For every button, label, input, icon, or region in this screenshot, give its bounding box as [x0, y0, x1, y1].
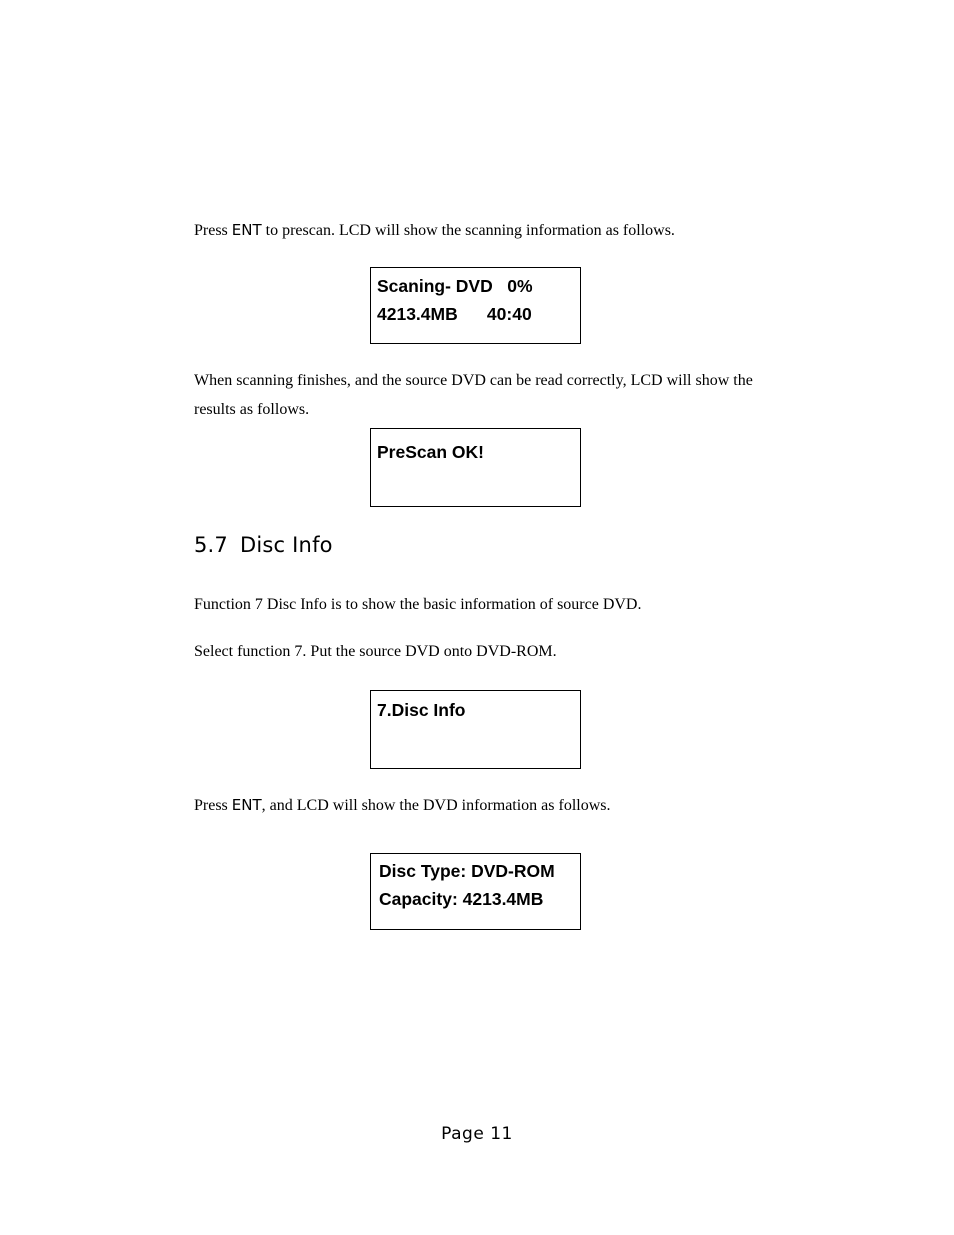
prescan-instruction [194, 216, 774, 245]
section-title: Disc Info [240, 533, 333, 557]
ent-key-label: ENT [231, 221, 262, 239]
text-segment: Press [194, 797, 232, 814]
lcd-disc-info-menu-display [370, 690, 581, 769]
lcd-line-2: 4213.4MB 40:40 [377, 304, 532, 324]
text-segment: , and LCD will show the DVD information as follows. [261, 797, 611, 814]
section-number: 5.7 [194, 533, 228, 557]
scan-finish-paragraph: When scanning finishes, and the source DVD can be read correctly, LCD will show the results as follows. [194, 372, 753, 418]
lcd-prescan-ok-display [370, 428, 581, 507]
lcd-line-1: PreScan OK! [377, 442, 484, 462]
text-segment: Press [194, 222, 232, 239]
lcd-scanning-display [370, 267, 581, 344]
lcd-line-2: Capacity: 4213.4MB [379, 889, 544, 909]
section-heading [194, 533, 333, 557]
lcd-dvd-info-display [370, 853, 581, 930]
ent-key-label: ENT [231, 796, 262, 814]
lcd-line-1: Scaning- DVD 0% [377, 276, 533, 296]
text-segment: to prescan. LCD will show the scanning information as follows. [261, 222, 675, 239]
lcd-line-1: Disc Type: DVD-ROM [379, 861, 555, 881]
function-description: Function 7 Disc Info is to show the basic information of source DVD. [194, 596, 642, 613]
select-function-instruction: Select function 7. Put the source DVD onto DVD-ROM. [194, 643, 557, 660]
page-number: Page 11 [441, 1124, 513, 1144]
lcd-line-1: 7.Disc Info [377, 700, 466, 720]
show-info-instruction [194, 791, 774, 820]
